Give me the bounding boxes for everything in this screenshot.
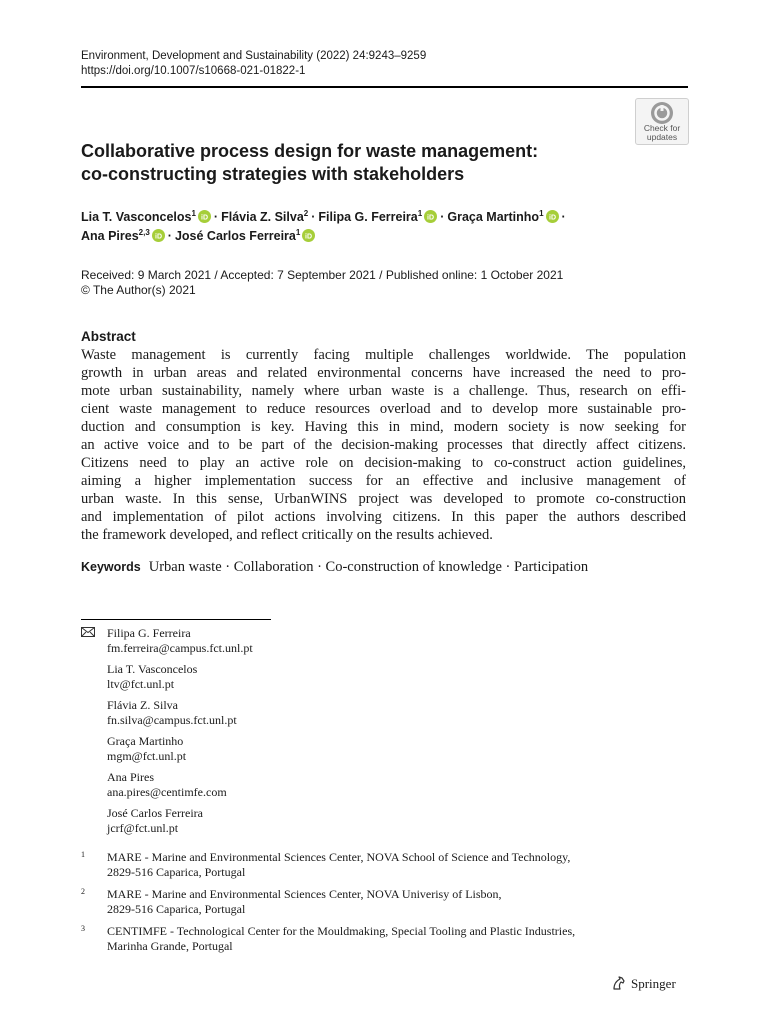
springer-logo	[611, 975, 676, 992]
keywords-text: Urban waste · Collaboration · Co-construction of knowledge · Participation	[148, 559, 589, 575]
contact-email[interactable]: fn.silva@campus.fct.unl.pt	[107, 712, 237, 727]
keywords	[81, 559, 588, 576]
contact-item	[107, 806, 253, 835]
author-affiliation-sup: 1	[191, 208, 196, 218]
svg-text:iD: iD	[305, 233, 313, 241]
affiliation-line: CENTIMFE - Technological Center for the Mouldmaking, Special Tooling and Plastic Industries,	[107, 924, 576, 938]
contact-name: José Carlos Ferreira	[107, 806, 203, 820]
affiliation-line: 2829-516 Caparica, Portugal	[107, 902, 246, 916]
author-separator: ·	[311, 210, 316, 224]
affiliation-line: MARE - Marine and Environmental Sciences Center, NOVA Univerisy of Lisbon,	[107, 887, 502, 901]
author-item[interactable]	[221, 210, 308, 224]
author-line-1	[81, 208, 701, 227]
contact-email[interactable]: ltv@fct.unl.pt	[107, 676, 175, 691]
history-dates: Received: 9 March 2021 / Accepted: 7 September 2021 / Published online: 1 October 2021	[81, 268, 564, 282]
abstract-line: an active voice and to be part of the decision-making processes that directly affect citizens.	[81, 437, 686, 453]
author-item[interactable]	[318, 210, 422, 224]
affiliation-line: 2829-516 Caparica, Portugal	[107, 865, 246, 879]
author-name: Flávia Z. Silva	[221, 210, 304, 224]
contact-item	[107, 662, 253, 691]
contact-item	[107, 698, 253, 727]
author-affiliation-sup: 2,3	[138, 227, 150, 237]
envelope-icon	[81, 627, 95, 637]
updates-label: updates	[646, 132, 678, 142]
abstract-line: and implementation of pilot actions involving citizens. In this paper the authors described	[81, 509, 686, 525]
author-item[interactable]	[81, 229, 150, 243]
contact-email[interactable]: jcrf@fct.unl.pt	[107, 820, 179, 835]
author-list	[81, 208, 701, 246]
journal-header	[81, 49, 426, 79]
contact-name: Filipa G. Ferreira	[107, 626, 191, 640]
publication-dates	[81, 268, 563, 298]
abstract-line: aiming a higher implementation success for an effective and inclusive management of	[81, 473, 686, 489]
publisher-name: Springer	[631, 976, 676, 991]
author-separator: ·	[213, 210, 219, 224]
abstract-line: mote urban sustainability, namely where urban waste is a challenge. Thus, research on effi-	[81, 383, 686, 399]
abstract-heading: Abstract	[81, 329, 136, 344]
contact-name: Graça Martinho	[107, 734, 184, 748]
author-affiliation-sup: 1	[295, 227, 301, 237]
springer-horse-icon	[611, 975, 627, 991]
header-rule	[81, 86, 688, 88]
affiliation-number: 1	[81, 850, 85, 859]
svg-text:iD: iD	[154, 233, 162, 241]
abstract-body	[81, 346, 686, 544]
paper-title	[81, 140, 621, 186]
abstract-line: duction and consumption is key. Having this in mind, modern society is now seeking for	[81, 419, 686, 435]
affiliation-number: 2	[81, 887, 85, 896]
author-item[interactable]	[81, 210, 196, 224]
abstract-line: Waste management is currently facing multiple challenges worldwide. The population	[81, 347, 686, 363]
orcid-icon[interactable]	[546, 210, 559, 223]
author-separator: ·	[561, 210, 566, 224]
affiliations	[81, 850, 575, 961]
corresponding-contacts	[107, 626, 253, 842]
author-item[interactable]	[447, 210, 543, 224]
orcid-icon[interactable]	[152, 229, 165, 242]
author-affiliation-sup: 1	[417, 208, 423, 218]
author-name: José Carlos Ferreira	[174, 229, 296, 243]
contact-email[interactable]: fm.ferreira@campus.fct.unl.pt	[107, 640, 253, 655]
contact-item	[107, 734, 253, 763]
contact-item	[107, 770, 253, 799]
keywords-label: Keywords	[81, 560, 141, 574]
author-item[interactable]	[175, 229, 300, 243]
author-name: Lia T. Vasconcelos	[81, 210, 192, 224]
svg-text:iD: iD	[427, 214, 435, 222]
affiliation-item	[81, 887, 575, 917]
title-line-1: Collaborative process design for waste management:	[81, 141, 539, 161]
author-affiliation-sup: 1	[539, 208, 544, 218]
check-for-label: Check for	[643, 123, 681, 133]
check-updates-icon	[650, 101, 674, 125]
doi-link[interactable]: https://doi.org/10.1007/s10668-021-01822-1	[81, 65, 306, 77]
orcid-icon[interactable]	[424, 210, 437, 223]
author-separator: ·	[440, 210, 445, 224]
abstract-line: urban waste. In this sense, UrbanWINS project was developed to promote co-construction	[81, 491, 686, 507]
author-name: Filipa G. Ferreira	[318, 210, 418, 224]
title-line-2: co-constructing strategies with stakeholders	[81, 164, 465, 184]
abstract-line: the framework developed, and reflect critically on the results achieved.	[81, 527, 493, 543]
author-affiliation-sup: 2	[303, 208, 309, 218]
affiliation-line: MARE - Marine and Environmental Sciences Center, NOVA School of Science and Technology,	[107, 850, 571, 864]
check-for-updates-badge[interactable]	[635, 98, 689, 145]
footnote-rule	[81, 619, 271, 620]
affiliation-line: Marinha Grande, Portugal	[107, 939, 233, 953]
contact-name: Ana Pires	[107, 770, 154, 784]
affiliation-item	[81, 850, 575, 880]
contact-email[interactable]: mgm@fct.unl.pt	[107, 748, 187, 763]
author-name: Ana Pires	[81, 229, 139, 243]
affiliation-number: 3	[81, 924, 85, 933]
abstract-line: growth in urban areas and related environmental concerns have increased the need to pro-	[81, 365, 686, 381]
orcid-icon[interactable]	[198, 210, 211, 223]
contact-name: Lia T. Vasconcelos	[107, 662, 198, 676]
orcid-icon[interactable]	[302, 229, 315, 242]
svg-text:iD: iD	[548, 214, 556, 222]
author-separator: ·	[167, 229, 172, 243]
abstract-line: cient waste management to reduce resources overload and to develop more sustainable pro-	[81, 401, 686, 417]
copyright: © The Author(s) 2021	[81, 283, 196, 297]
svg-text:iD: iD	[200, 214, 208, 222]
author-name: Graça Martinho	[447, 210, 540, 224]
abstract-line: Citizens need to play an active role on decision-making to co-construct action guidelines,	[81, 455, 686, 471]
contact-name: Flávia Z. Silva	[107, 698, 178, 712]
contact-item	[107, 626, 253, 655]
affiliation-item	[81, 924, 575, 954]
contact-email[interactable]: ana.pires@centimfe.com	[107, 784, 227, 799]
author-line-2	[81, 227, 701, 246]
journal-citation: Environment, Development and Sustainability (2022) 24:9243–9259	[81, 50, 427, 62]
